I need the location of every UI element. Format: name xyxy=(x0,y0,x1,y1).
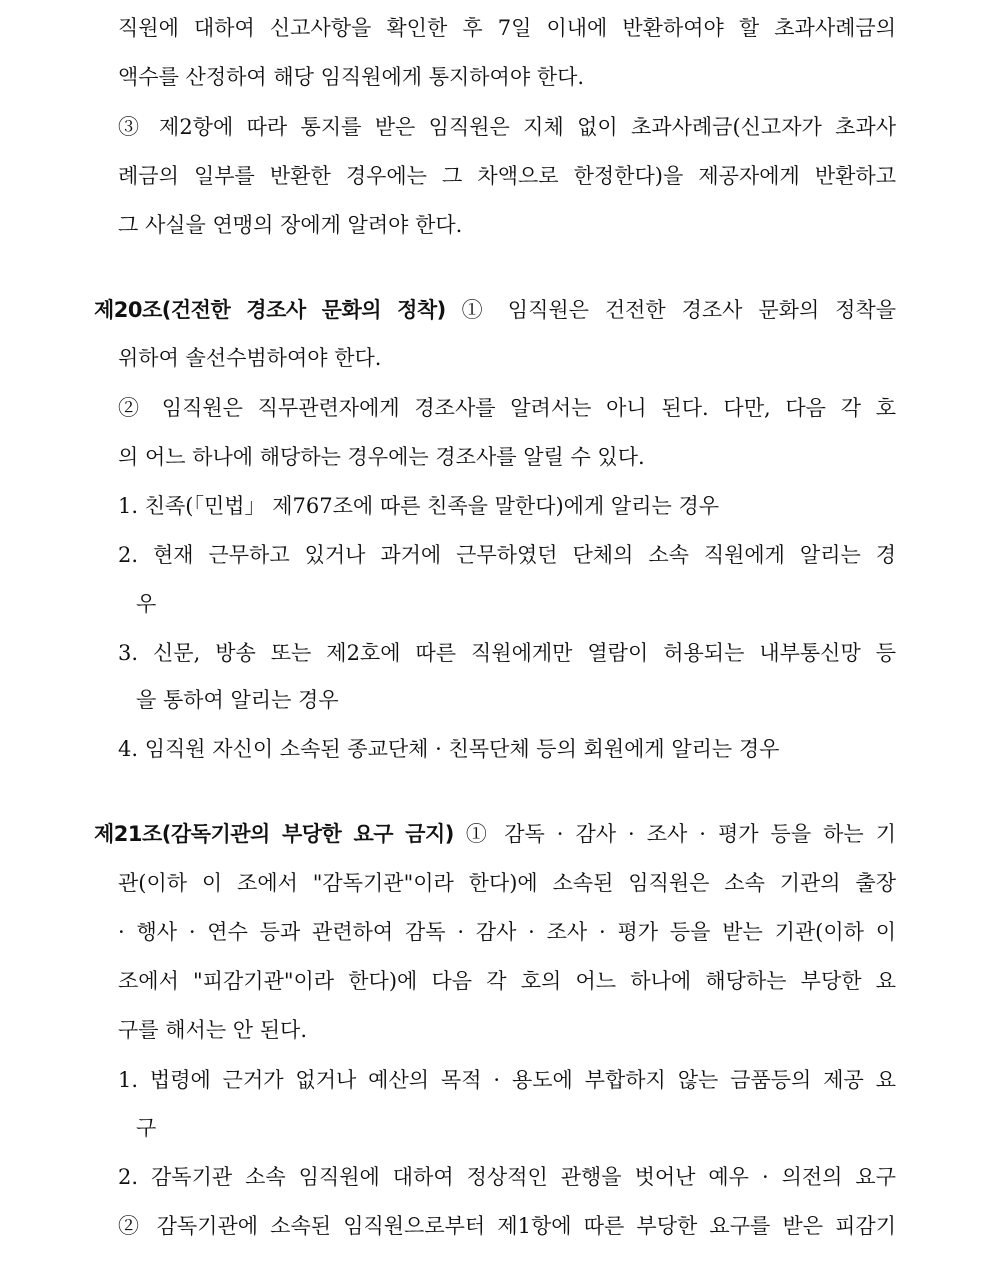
paragraph-3: ③ 제2항에 따라 통지를 받은 임직원은 지체 없이 초과사례금(신고자가 초과사 xyxy=(118,115,896,139)
list-item-3: 3. 신문, 방송 또는 제2호에 따른 직원에게만 열람이 허용되는 내부통신망 등 xyxy=(118,641,896,665)
text-line: 액수를 산정하여 해당 임직원에게 통지하여야 한다. xyxy=(118,65,585,89)
list-item-1: 1. 친족(「민법」 제767조에 따른 친족을 말한다)에게 알리는 경우 xyxy=(118,494,720,518)
paragraph-2: ② 감독기관에 소속된 임직원으로부터 제1항에 따른 부당한 요구를 받은 피감기 xyxy=(118,1214,896,1238)
text-line: 의 어느 하나에 해당하는 경우에는 경조사를 알릴 수 있다. xyxy=(118,445,645,469)
paragraph-2: ② 임직원은 직무관련자에게 경조사를 알려서는 아니 된다. 다만, 다음 각 호 xyxy=(118,396,896,420)
list-item-2: 2. 감독기관 소속 임직원에 대하여 정상적인 관행을 벗어난 예우 · 의전의 요구 xyxy=(118,1165,896,1189)
article-20-paragraph-1-start: ① 임직원은 건전한 경조사 문화의 정착을 xyxy=(461,298,896,322)
text-line: 그 사실을 연맹의 장에게 알려야 한다. xyxy=(118,213,463,237)
text-line: 례금의 일부를 반환한 경우에는 그 차액으로 한정한다)을 제공자에게 반환하고 xyxy=(118,164,896,188)
list-item-4: 4. 임직원 자신이 소속된 종교단체 · 친목단체 등의 회원에게 알리는 경우 xyxy=(118,737,780,761)
article-21-title: 제21조(감독기관의 부당한 요구 금지) xyxy=(94,822,454,846)
article-21-first-line xyxy=(94,820,896,848)
list-item-2: 2. 현재 근무하고 있거나 과거에 근무하였던 단체의 소속 직원에게 알리는 경 xyxy=(118,543,896,567)
article-21-paragraph-1-start: ① 감독 · 감사 · 조사 · 평가 등을 하는 기 xyxy=(465,822,897,846)
text-line: 구를 해서는 안 된다. xyxy=(118,1018,307,1042)
list-item-2-continuation: 우 xyxy=(136,592,157,616)
text-line: 조에서 "피감기관"이라 한다)에 다음 각 호의 어느 하나에 해당하는 부당한 요 xyxy=(118,969,896,993)
list-item-3-continuation: 을 통하여 알리는 경우 xyxy=(136,688,339,712)
text-line: 위하여 솔선수범하여야 한다. xyxy=(118,346,382,370)
text-line: · 행사 · 연수 등과 관련하여 감독 · 감사 · 조사 · 평가 등을 받는 기관(이하 이 xyxy=(118,920,896,944)
article-20-first-line xyxy=(94,296,896,324)
article-20-title: 제20조(건전한 경조사 문화의 정착) xyxy=(94,298,446,322)
list-item-1-continuation: 구 xyxy=(136,1116,157,1140)
text-line: 직원에 대하여 신고사항을 확인한 후 7일 이내에 반환하여야 할 초과사례금의 xyxy=(118,16,896,40)
text-line: 관(이하 이 조에서 "감독기관"이라 한다)에 소속된 임직원은 소속 기관의 출장 xyxy=(118,871,896,895)
list-item-1: 1. 법령에 근거가 없거나 예산의 목적 · 용도에 부합하지 않는 금품등의 제공 요 xyxy=(118,1068,896,1092)
